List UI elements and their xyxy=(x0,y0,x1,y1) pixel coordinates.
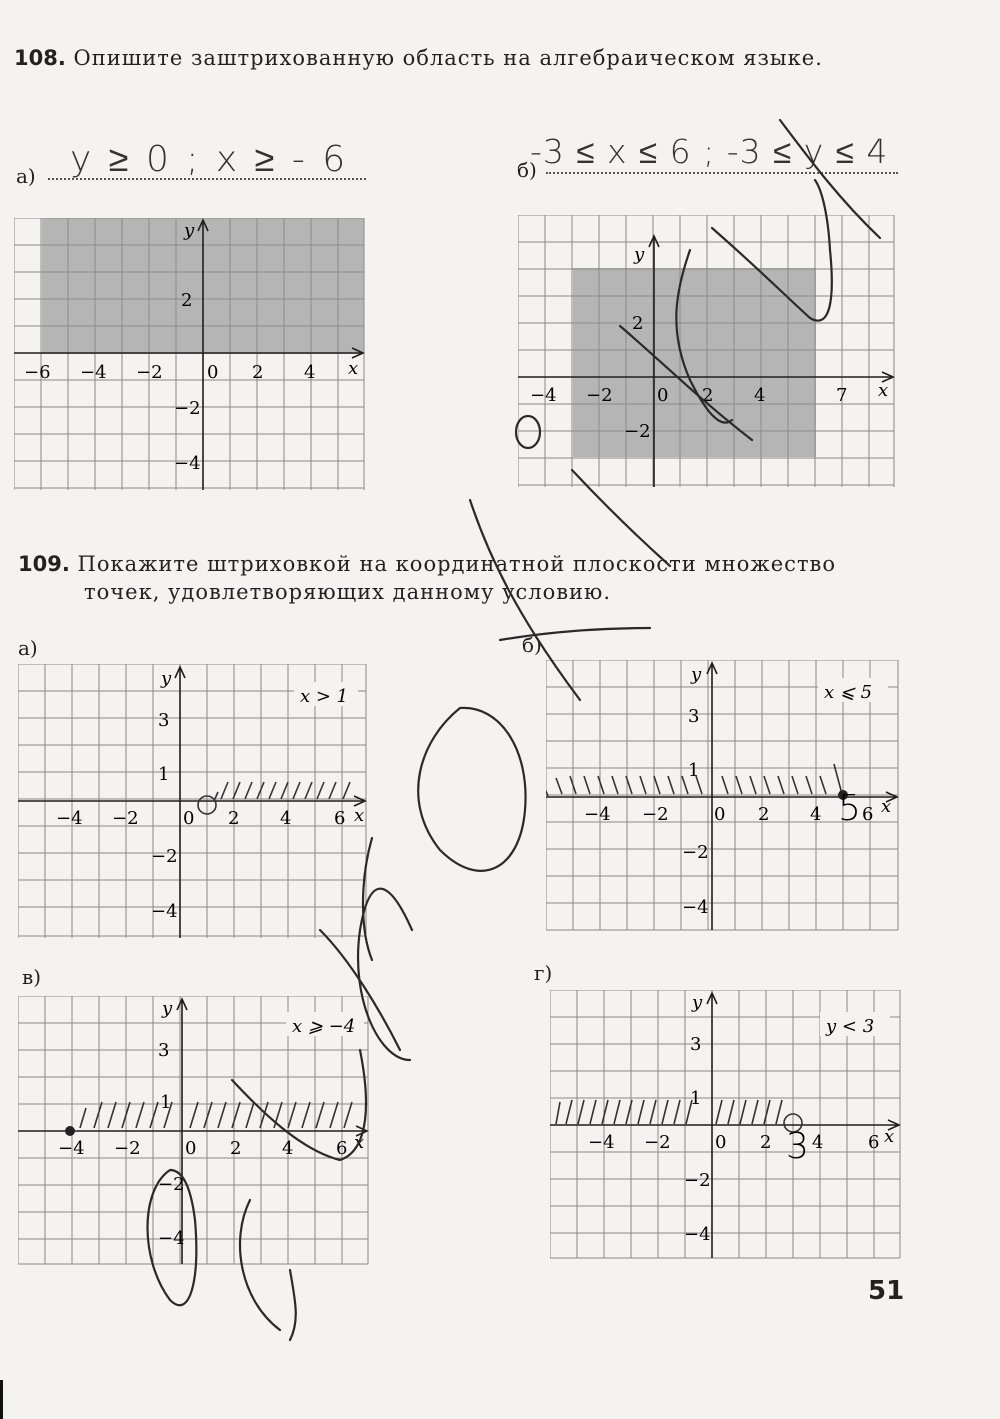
y-tick: −2 xyxy=(151,846,178,867)
task-109-line2: точек, удовлетворяющих данному условию. xyxy=(84,580,611,604)
y-tick: −4 xyxy=(682,897,709,918)
y-tick: −4 xyxy=(151,901,178,922)
task-108b-label: б) xyxy=(517,158,537,182)
y-tick: 1 xyxy=(160,1092,172,1113)
x-tick: 0 xyxy=(657,385,669,406)
y-tick: 1 xyxy=(158,764,170,785)
x-tick: −6 xyxy=(24,362,51,383)
condition-label: x ⩾ −4 xyxy=(292,1016,356,1037)
x-axis-label: x xyxy=(348,358,359,379)
y-tick: −2 xyxy=(624,421,651,442)
handwritten-3: 3 xyxy=(786,1126,812,1167)
task-108a-label: а) xyxy=(16,164,36,188)
x-tick: −4 xyxy=(58,1138,85,1159)
scribble-loop xyxy=(516,416,540,448)
x-tick: 2 xyxy=(228,808,240,829)
x-tick: 2 xyxy=(758,804,770,825)
scribble-stroke xyxy=(572,470,670,566)
x-axis-label: x xyxy=(884,1126,895,1147)
y-axis-label: y xyxy=(161,668,172,689)
x-tick: −2 xyxy=(642,804,669,825)
x-tick: −2 xyxy=(112,808,139,829)
task-108b-handwritten-answer: -3 ≤ x ≤ 6 ; -3 ≤ y ≤ 4 xyxy=(530,132,889,171)
scribble-stroke xyxy=(240,1200,280,1330)
x-tick: 6 xyxy=(334,808,346,829)
x-tick: 2 xyxy=(760,1132,772,1153)
y-axis-label: y xyxy=(162,998,173,1019)
x-axis-label: x xyxy=(881,796,892,817)
x-tick: −2 xyxy=(114,1138,141,1159)
x-axis-label: x xyxy=(354,805,365,826)
x-tick: 4 xyxy=(754,385,766,406)
x-tick: −2 xyxy=(586,385,613,406)
x-tick: 4 xyxy=(280,808,292,829)
handwritten-5: 5 xyxy=(838,788,864,829)
x-tick: −2 xyxy=(644,1132,671,1153)
task-108a-handwritten-answer: y ≥ 0 ; x ≥ - 6 xyxy=(70,139,349,180)
x-tick: −2 xyxy=(136,362,163,383)
x-tick: 0 xyxy=(183,808,195,829)
x-axis-label: x xyxy=(878,380,889,401)
y-axis-label: y xyxy=(184,220,195,241)
scribble-loop xyxy=(148,1170,197,1305)
task-109-number: 109. xyxy=(18,552,70,576)
y-tick: 3 xyxy=(158,710,170,731)
task-109d-label: г) xyxy=(534,961,553,985)
task-109c-label: в) xyxy=(22,965,42,989)
condition-label: y < 3 xyxy=(826,1016,875,1037)
scribble-stroke xyxy=(500,628,650,640)
x-axis-label: x xyxy=(354,1132,365,1153)
scribble-stroke xyxy=(676,250,732,423)
x-tick: −4 xyxy=(80,362,107,383)
x-tick: −4 xyxy=(56,808,83,829)
x-tick: 4 xyxy=(282,1138,294,1159)
x-tick: 6 xyxy=(336,1138,348,1159)
scribble-stroke xyxy=(232,1050,366,1160)
task-108-text: Опишите заштрихованную область на алгебраическом языке. xyxy=(73,46,823,70)
x-tick: −4 xyxy=(584,804,611,825)
scribble-loop xyxy=(418,708,525,871)
x-tick: 4 xyxy=(810,804,822,825)
page-number: 51 xyxy=(868,1276,905,1306)
x-tick: 4 xyxy=(812,1132,824,1153)
condition-label: x > 1 xyxy=(300,686,349,707)
scribble-stroke xyxy=(780,120,880,238)
y-tick: −2 xyxy=(158,1174,185,1195)
x-tick: 0 xyxy=(185,1138,197,1159)
scribble-stroke xyxy=(620,326,752,440)
task-109-line1: Покажите штриховкой на координатной плоскости множество xyxy=(77,552,837,576)
scribble-stroke xyxy=(712,180,832,321)
scribble-stroke xyxy=(290,1270,296,1340)
task-109b-label: б) xyxy=(522,633,542,657)
y-tick: 1 xyxy=(690,1088,702,1109)
y-axis-label: y xyxy=(692,992,703,1013)
x-tick: 2 xyxy=(230,1138,242,1159)
condition-label: x ⩽ 5 xyxy=(824,682,873,703)
x-tick: 7 xyxy=(836,385,848,406)
y-tick: −4 xyxy=(684,1224,711,1245)
y-tick: −2 xyxy=(682,842,709,863)
x-tick: 4 xyxy=(304,362,316,383)
y-tick: 3 xyxy=(690,1034,702,1055)
y-tick: −4 xyxy=(158,1228,185,1249)
y-tick: 2 xyxy=(632,313,644,334)
x-tick: 2 xyxy=(702,385,714,406)
task-108-number: 108. xyxy=(14,46,66,70)
y-tick: 3 xyxy=(688,706,700,727)
scribble-stroke xyxy=(358,889,412,1060)
task-109a-label: а) xyxy=(18,636,38,660)
x-tick: 0 xyxy=(207,362,219,383)
x-tick: −4 xyxy=(588,1132,615,1153)
x-tick: 2 xyxy=(252,362,264,383)
y-axis-label: y xyxy=(634,244,645,265)
binding-edge xyxy=(0,1380,3,1419)
y-tick: 1 xyxy=(688,760,700,781)
y-tick: −2 xyxy=(684,1170,711,1191)
y-tick: −4 xyxy=(174,453,201,474)
x-tick: 0 xyxy=(714,804,726,825)
y-tick: −2 xyxy=(174,398,201,419)
x-tick: −4 xyxy=(530,385,557,406)
y-tick: 3 xyxy=(158,1040,170,1061)
x-tick: 0 xyxy=(715,1132,727,1153)
x-tick: 6 xyxy=(868,1132,880,1153)
scribble-stroke xyxy=(470,500,580,700)
x-tick: 6 xyxy=(862,804,874,825)
y-axis-label: y xyxy=(691,664,702,685)
y-tick: 2 xyxy=(181,290,193,311)
